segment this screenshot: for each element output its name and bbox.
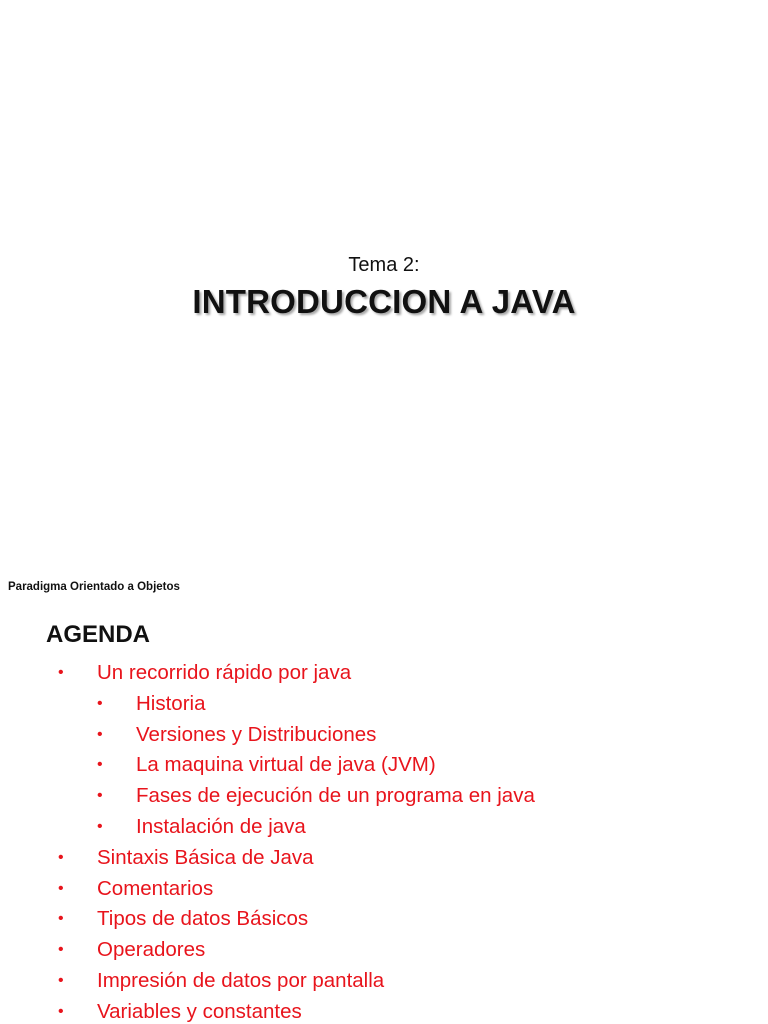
bullet-icon: • [58,1002,64,1020]
agenda-item [0,935,768,966]
agenda-item [0,843,768,874]
agenda-item [0,997,768,1024]
bullet-icon: • [58,879,64,897]
slide-title: INTRODUCCION A JAVA [192,283,576,320]
agenda-item-text: Operadores [97,938,206,962]
agenda-item-text: Variables y constantes [97,999,302,1023]
agenda-subitem-text: La maquina virtual de java (JVM) [136,753,436,777]
agenda-list [0,658,768,1024]
bullet-icon: • [97,725,103,743]
bullet-icon: • [58,971,64,989]
bullet-icon: • [58,941,64,959]
agenda-subitem [0,812,768,843]
agenda-heading: AGENDA [46,621,151,648]
agenda-item-text: Tipos de datos Básicos [97,907,309,931]
agenda-subitem-text: Historia [136,691,206,715]
course-label: Paradigma Orientado a Objetos [8,581,180,593]
agenda-subitem-text: Fases de ejecución de un programa en java [136,784,535,808]
bullet-icon: • [97,787,103,805]
agenda-item-text: Impresión de datos por pantalla [97,968,385,992]
slide-subtitle: Tema 2: [348,254,420,276]
bullet-icon: • [97,694,103,712]
agenda-subitem [0,781,768,812]
agenda-subitem [0,750,768,781]
agenda-subitem-text: Instalación de java [136,814,306,838]
agenda-item [0,904,768,935]
agenda-subitem [0,720,768,751]
agenda-item-text: Sintaxis Básica de Java [97,845,314,869]
bullet-icon: • [97,756,103,774]
agenda-item [0,658,768,689]
agenda-item-text: Comentarios [97,876,214,900]
bullet-icon: • [97,817,103,835]
bullet-icon: • [58,910,64,928]
agenda-subitem-text: Versiones y Distribuciones [136,722,377,746]
agenda-item [0,874,768,905]
agenda-item [0,966,768,997]
agenda-subitem [0,689,768,720]
bullet-icon: • [58,848,64,866]
bullet-icon: • [58,664,64,681]
agenda-item-text: Un recorrido rápido por java [97,661,352,684]
title-slide [0,250,768,324]
